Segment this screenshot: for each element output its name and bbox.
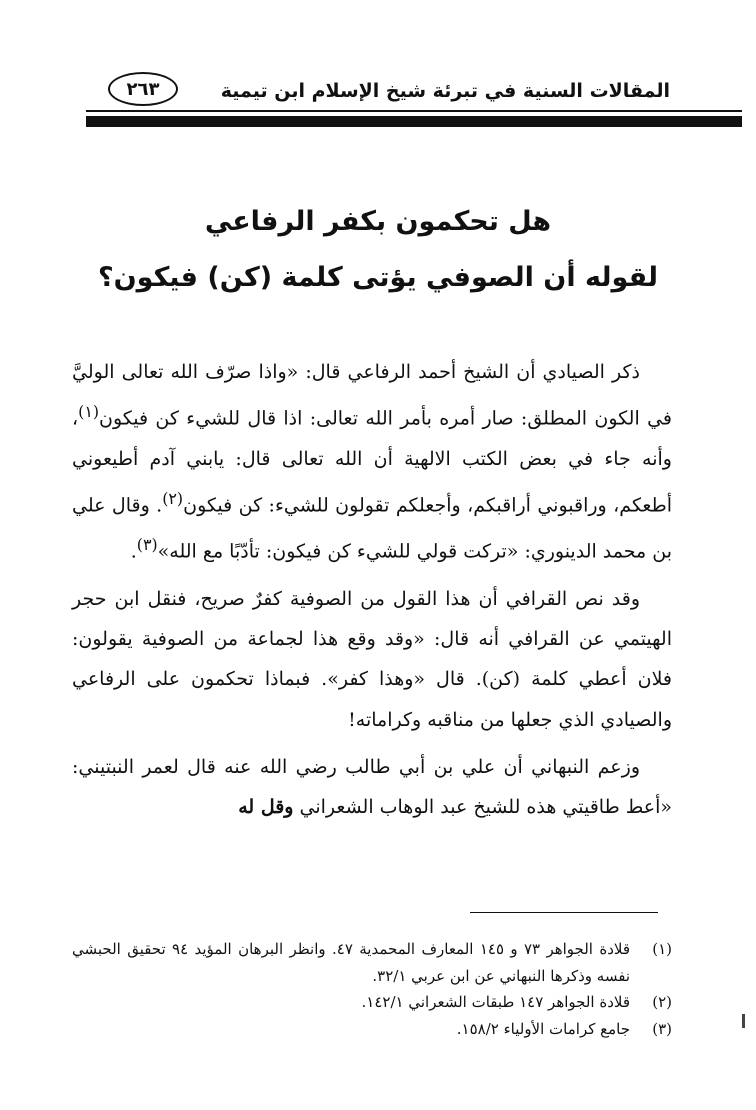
footnote-text: قلادة الجواهر ٧٣ و ١٤٥ المعارف المحمدية ٤٧. وانظر البرهان المؤيد ٩٤ تحقيق الحبشي نفسه وذكرها النبهاني عن ابن عربي ٣٢/١. [72,940,630,985]
body-text [72,352,672,827]
section-title-line-1: هل تحكمون بكفر الرفاعي [204,206,552,237]
paragraph-3-part-a: وزعم النبهاني أن علي بن أبي طالب رضي الله عنه قال لعمر النبتيني: «أعط طاقيتي هذه للشيخ عبد الوهاب الشعراني [72,755,672,819]
paragraph-1-part-b: ، وأنه جاء في بعض الكتب الالهية أن الله تعالى قال: يابني آدم أطيعوني أطعكم، وراقبوني أراقبكم، وأجعلكم تقولون للشيء: كن فيكون [72,407,673,517]
page-number: ٢٦٣ [126,78,160,100]
footnote-item [72,989,672,1016]
footnote-text: جامع كرامات الأولياء ١٥٨/٢. [456,1019,630,1038]
footnote-separator [470,912,658,913]
footnote-number: (١) [652,940,672,958]
footnote-ref-3: (٣) [136,535,158,555]
header-rule-thick [86,116,742,127]
footnotes [72,936,672,1042]
footnote-text: قلادة الجواهر ١٤٧ طبقات الشعراني ١٤٢/١. [361,993,630,1011]
footnote-item [72,1016,672,1043]
footnote-number: (٣) [652,1019,672,1038]
paragraph-2: وقد نص القرافي أن هذا القول من الصوفية كفرٌ صريح، فنقل ابن حجر الهيتمي عن القرافي أنه قال: «وقد وقع هذا لجماعة من الصوفية يقولون: فلان أعطي كلمة (كن). قال «وهذا كفر». فبماذا تحكمون على الرفاعي والصيادي الذي جعلها من مناقبه وكراماته! [72,588,672,731]
margin-mark [742,1014,745,1028]
paragraph-3 [72,747,672,827]
footnote-ref-1: (١) [78,402,100,422]
paragraph-1-part-a: ذكر الصيادي أن الشيخ أحمد الرفاعي قال: «واذا صرّف الله تعالى الوليَّ في الكون المطلق: صار أمره بأمر الله تعالى: اذا قال للشيء كن فيكون [72,361,672,430]
header-rule-thin [86,110,742,112]
paragraph-1 [72,352,672,572]
running-header-title: المقالات السنية في تبرئة شيخ الإسلام ابن تيمية [220,80,670,102]
section-title-line-2: لقوله أن الصوفي يؤتى كلمة (كن) فيكون؟ [97,262,659,293]
footnote-item [72,936,672,989]
footnote-number: (٢) [652,993,672,1011]
paragraph-1-part-d: . [130,540,137,563]
footnote-ref-2: (٢) [162,488,184,508]
page-number-badge [108,72,178,106]
paragraph-1-part-c: . وقال علي بن محمد الدينوري: «تركت قولي للشيء كن فيكون: تأدّبًا مع الله» [72,494,672,563]
paragraph-3-part-b: وقل له [238,796,294,819]
